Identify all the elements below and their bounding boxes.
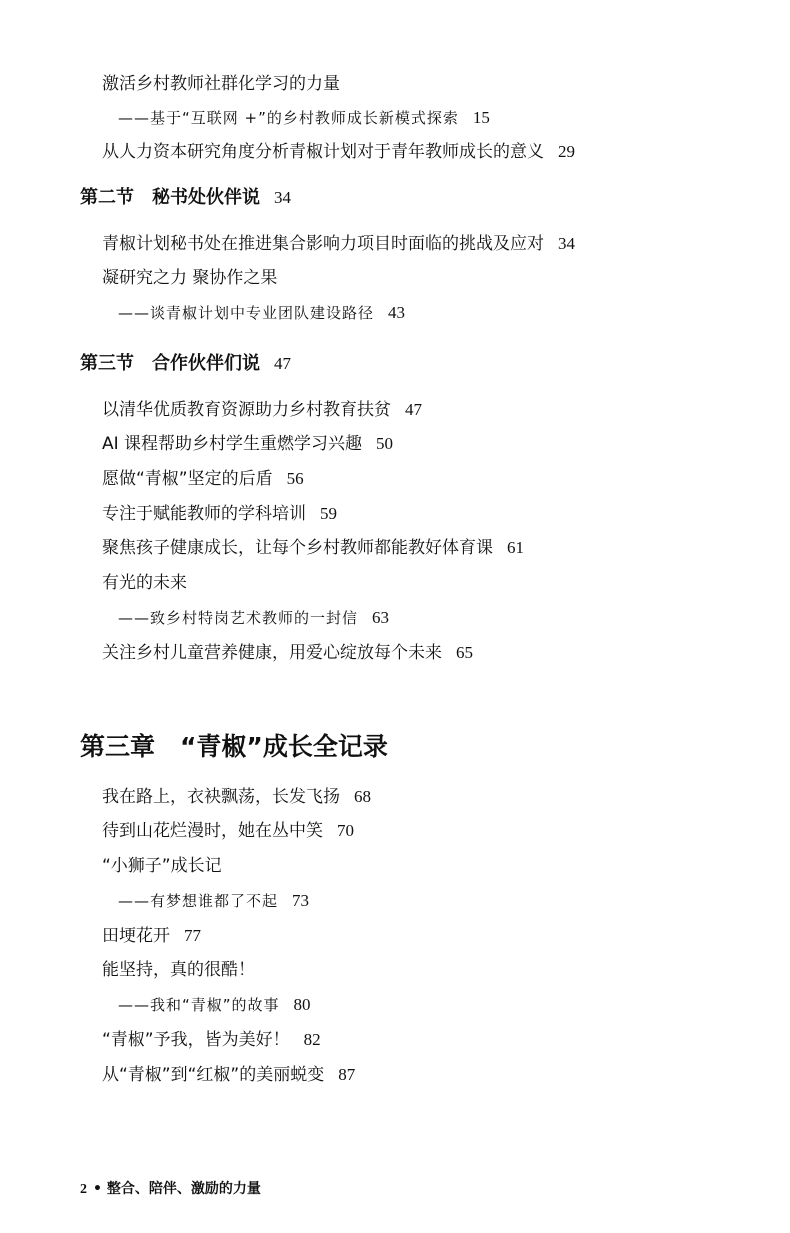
toc-entry	[102, 572, 187, 594]
section-heading	[80, 353, 291, 375]
toc-page-number: 63	[372, 608, 390, 627]
toc-entry-subtitle	[118, 890, 309, 912]
toc-entry	[102, 786, 371, 808]
toc-entry-title: “青椒”予我，皆为美好！	[102, 1030, 290, 1050]
toc-entry	[102, 925, 201, 947]
toc-entry-title: 有光的未来	[102, 573, 187, 593]
footer-book-title: • 整合、陪伴、激励的力量	[93, 1181, 261, 1197]
toc-entry-title: 以清华优质教育资源助力乡村教育扶贫	[102, 400, 391, 420]
toc-page-number: 77	[184, 926, 201, 945]
toc-entry-title: 田埂花开	[102, 926, 170, 946]
toc-entry-subtitle	[118, 107, 490, 129]
toc-entry	[102, 855, 222, 877]
toc-entry	[102, 73, 340, 95]
toc-entry	[102, 537, 524, 559]
footer-page-number: 2	[80, 1182, 87, 1197]
toc-page-number: 56	[286, 469, 304, 488]
toc-entry	[102, 233, 575, 255]
toc-page-number: 68	[354, 787, 371, 806]
toc-entry	[102, 959, 255, 981]
toc-entry	[102, 433, 393, 455]
chapter-heading	[80, 731, 388, 763]
section-title: 第二节 秘书处伙伴说	[80, 187, 260, 208]
toc-page-number: 50	[376, 434, 394, 453]
toc-entry	[102, 468, 304, 490]
toc-page-number: 80	[293, 995, 311, 1014]
toc-page-number: 73	[292, 891, 310, 910]
toc-page-number: 15	[472, 108, 490, 127]
toc-entry	[102, 820, 354, 842]
section-heading	[80, 187, 291, 209]
chapter-title: 第三章 “青椒”成长全记录	[80, 732, 388, 761]
toc-page-number: 47	[405, 400, 422, 419]
toc-page-number: 70	[337, 821, 354, 840]
toc-entry	[102, 1064, 355, 1086]
toc-page-number: 59	[320, 504, 337, 523]
toc-entry	[102, 1029, 321, 1051]
toc-entry-subtitle	[118, 302, 405, 324]
toc-entry-title: “小狮子”成长记	[102, 856, 222, 876]
toc-entry-title: 愿做“青椒”坚定的后盾	[102, 469, 273, 489]
toc-entry-title: ——谈青椒计划中专业团队建设路径	[118, 304, 375, 322]
toc-page-number: 34	[558, 234, 575, 253]
toc-page-number: 47	[274, 354, 291, 373]
toc-entry-title: 从“青椒”到“红椒”的美丽蜕变	[102, 1065, 325, 1085]
toc-page-number: 87	[338, 1065, 356, 1084]
page-footer	[80, 1178, 261, 1201]
toc-entry	[102, 267, 277, 289]
toc-entry-title: 我在路上，衣袂飘荡，长发飞扬	[102, 787, 340, 807]
toc-entry-subtitle	[118, 994, 311, 1016]
toc-entry-title: 从人力资本研究角度分析青椒计划对于青年教师成长的意义	[102, 142, 544, 162]
toc-entry-subtitle	[118, 607, 389, 629]
toc-entry	[102, 141, 575, 163]
toc-entry-title: 能坚持，真的很酷！	[102, 960, 255, 980]
toc-page-number: 61	[507, 538, 524, 557]
toc-entry-title: ——致乡村特岗艺术教师的一封信	[118, 609, 359, 627]
toc-entry	[102, 642, 473, 664]
toc-page-number: 82	[303, 1030, 321, 1049]
toc-entry-title: 凝研究之力 聚协作之果	[102, 268, 278, 288]
toc-page-number: 29	[558, 142, 575, 161]
toc-entry-title: ——我和“青椒”的故事	[118, 996, 280, 1014]
toc-entry	[102, 503, 337, 525]
section-title: 第三节 合作伙伴们说	[80, 353, 260, 374]
toc-entry-title: 聚焦孩子健康成长，让每个乡村教师都能教好体育课	[102, 538, 493, 558]
toc-page-number: 65	[456, 643, 473, 662]
toc-page-number: 43	[388, 303, 406, 322]
toc-entry-title: 激活乡村教师社群化学习的力量	[102, 74, 340, 94]
toc-entry-title: ——基于“互联网 +”的乡村教师成长新模式探索	[118, 109, 459, 127]
toc-entry-title: ——有梦想谁都了不起	[118, 892, 279, 910]
toc-entry-title: 专注于赋能教师的学科培训	[102, 504, 306, 524]
toc-entry-title: 关注乡村儿童营养健康，用爱心绽放每个未来	[102, 643, 442, 663]
toc-entry	[102, 399, 422, 421]
toc-entry-title: 青椒计划秘书处在推进集合影响力项目时面临的挑战及应对	[102, 234, 544, 254]
toc-entry-title: AI 课程帮助乡村学生重燃学习兴趣	[102, 434, 363, 454]
toc-page-number: 34	[274, 188, 291, 207]
toc-entry-title: 待到山花烂漫时，她在丛中笑	[102, 821, 323, 841]
